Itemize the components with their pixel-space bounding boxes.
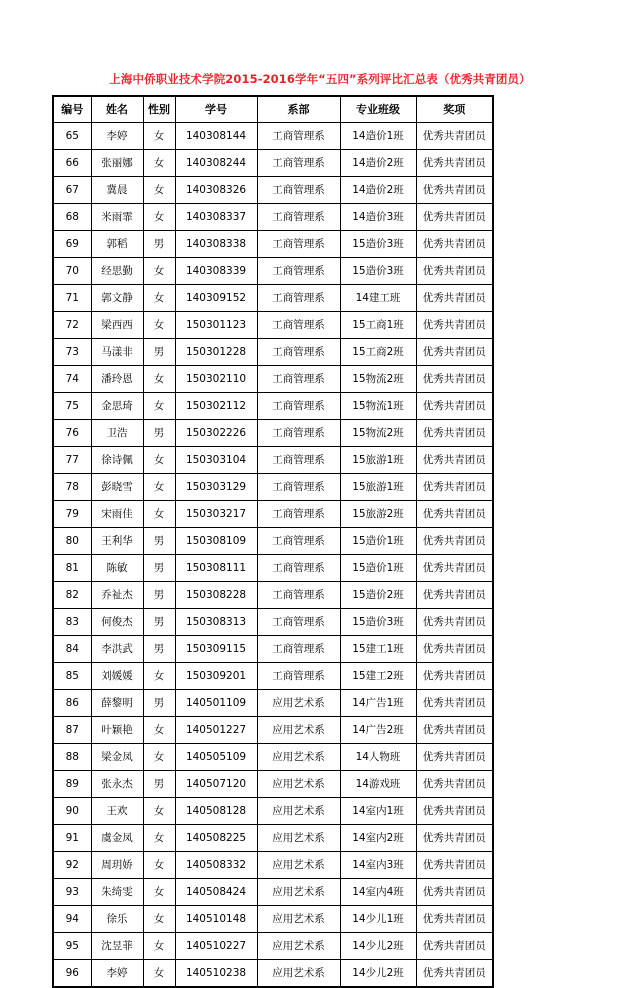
cell-id: 90 xyxy=(53,798,91,825)
cell-dept: 应用艺术系 xyxy=(257,960,340,988)
cell-class: 14室内2班 xyxy=(340,825,416,852)
cell-id: 65 xyxy=(53,123,91,150)
cell-id: 78 xyxy=(53,474,91,501)
cell-id: 86 xyxy=(53,690,91,717)
cell-sid: 140508332 xyxy=(175,852,257,879)
cell-award: 优秀共青团员 xyxy=(416,744,493,771)
column-header-award: 奖项 xyxy=(416,96,493,123)
cell-sid: 140510238 xyxy=(175,960,257,988)
cell-dept: 工商管理系 xyxy=(257,636,340,663)
cell-class: 14少儿1班 xyxy=(340,906,416,933)
cell-name: 沈昱菲 xyxy=(91,933,143,960)
cell-sex: 女 xyxy=(143,204,175,231)
cell-id: 73 xyxy=(53,339,91,366)
column-header-class: 专业班级 xyxy=(340,96,416,123)
cell-name: 乔祉杰 xyxy=(91,582,143,609)
cell-award: 优秀共青团员 xyxy=(416,366,493,393)
cell-name: 潘玲恩 xyxy=(91,366,143,393)
cell-award: 优秀共青团员 xyxy=(416,879,493,906)
cell-name: 周玥娇 xyxy=(91,852,143,879)
table-row xyxy=(53,150,493,177)
cell-name: 米雨霏 xyxy=(91,204,143,231)
cell-id: 87 xyxy=(53,717,91,744)
cell-class: 14造价3班 xyxy=(340,204,416,231)
table-row xyxy=(53,960,493,988)
cell-award: 优秀共青团员 xyxy=(416,798,493,825)
cell-id: 93 xyxy=(53,879,91,906)
cell-id: 67 xyxy=(53,177,91,204)
table-row xyxy=(53,258,493,285)
cell-class: 15造价1班 xyxy=(340,555,416,582)
cell-dept: 工商管理系 xyxy=(257,609,340,636)
cell-award: 优秀共青团员 xyxy=(416,609,493,636)
cell-award: 优秀共青团员 xyxy=(416,501,493,528)
cell-name: 金思琦 xyxy=(91,393,143,420)
cell-name: 徐诗佩 xyxy=(91,447,143,474)
cell-id: 77 xyxy=(53,447,91,474)
cell-id: 94 xyxy=(53,906,91,933)
cell-sid: 150302110 xyxy=(175,366,257,393)
cell-id: 80 xyxy=(53,528,91,555)
table-row xyxy=(53,906,493,933)
cell-sid: 150308109 xyxy=(175,528,257,555)
cell-class: 14造价2班 xyxy=(340,177,416,204)
cell-name: 张丽娜 xyxy=(91,150,143,177)
table-row xyxy=(53,204,493,231)
cell-sid: 140510227 xyxy=(175,933,257,960)
cell-id: 83 xyxy=(53,609,91,636)
cell-sex: 男 xyxy=(143,609,175,636)
cell-name: 叶颖艳 xyxy=(91,717,143,744)
cell-award: 优秀共青团员 xyxy=(416,663,493,690)
cell-name: 朱绮雯 xyxy=(91,879,143,906)
cell-award: 优秀共青团员 xyxy=(416,393,493,420)
cell-class: 15造价2班 xyxy=(340,582,416,609)
cell-id: 76 xyxy=(53,420,91,447)
table-row xyxy=(53,636,493,663)
cell-id: 66 xyxy=(53,150,91,177)
cell-sid: 140308338 xyxy=(175,231,257,258)
cell-dept: 应用艺术系 xyxy=(257,852,340,879)
cell-award: 优秀共青团员 xyxy=(416,285,493,312)
cell-sid: 140508225 xyxy=(175,825,257,852)
cell-dept: 工商管理系 xyxy=(257,123,340,150)
cell-id: 92 xyxy=(53,852,91,879)
cell-class: 15旅游2班 xyxy=(340,501,416,528)
cell-name: 宋雨佳 xyxy=(91,501,143,528)
cell-sex: 女 xyxy=(143,393,175,420)
cell-sex: 女 xyxy=(143,474,175,501)
cell-dept: 应用艺术系 xyxy=(257,717,340,744)
cell-dept: 工商管理系 xyxy=(257,420,340,447)
cell-sex: 女 xyxy=(143,258,175,285)
cell-sex: 女 xyxy=(143,879,175,906)
cell-dept: 工商管理系 xyxy=(257,339,340,366)
cell-name: 彭晓雪 xyxy=(91,474,143,501)
cell-award: 优秀共青团员 xyxy=(416,123,493,150)
cell-name: 王利华 xyxy=(91,528,143,555)
cell-dept: 工商管理系 xyxy=(257,312,340,339)
cell-dept: 工商管理系 xyxy=(257,258,340,285)
cell-dept: 应用艺术系 xyxy=(257,906,340,933)
cell-sid: 150308313 xyxy=(175,609,257,636)
cell-award: 优秀共青团员 xyxy=(416,150,493,177)
cell-class: 14造价2班 xyxy=(340,150,416,177)
cell-sid: 140501227 xyxy=(175,717,257,744)
cell-award: 优秀共青团员 xyxy=(416,825,493,852)
column-header-sid: 学号 xyxy=(175,96,257,123)
cell-award: 优秀共青团员 xyxy=(416,555,493,582)
cell-sex: 男 xyxy=(143,420,175,447)
cell-sex: 女 xyxy=(143,285,175,312)
roster-table-container xyxy=(52,95,492,988)
column-header-dept: 系部 xyxy=(257,96,340,123)
cell-sex: 男 xyxy=(143,555,175,582)
table-row xyxy=(53,123,493,150)
cell-class: 14建工班 xyxy=(340,285,416,312)
table-row xyxy=(53,366,493,393)
cell-name: 王欢 xyxy=(91,798,143,825)
cell-dept: 应用艺术系 xyxy=(257,798,340,825)
cell-dept: 应用艺术系 xyxy=(257,690,340,717)
table-row xyxy=(53,177,493,204)
cell-id: 91 xyxy=(53,825,91,852)
cell-sex: 女 xyxy=(143,447,175,474)
table-row xyxy=(53,798,493,825)
cell-id: 69 xyxy=(53,231,91,258)
cell-award: 优秀共青团员 xyxy=(416,231,493,258)
cell-sex: 女 xyxy=(143,933,175,960)
cell-class: 15物流2班 xyxy=(340,366,416,393)
table-row xyxy=(53,285,493,312)
cell-name: 郭稻 xyxy=(91,231,143,258)
cell-award: 优秀共青团员 xyxy=(416,420,493,447)
cell-award: 优秀共青团员 xyxy=(416,582,493,609)
cell-sid: 150302226 xyxy=(175,420,257,447)
cell-id: 89 xyxy=(53,771,91,798)
table-row xyxy=(53,501,493,528)
cell-dept: 工商管理系 xyxy=(257,528,340,555)
cell-sex: 女 xyxy=(143,366,175,393)
cell-class: 14人物班 xyxy=(340,744,416,771)
cell-class: 15物流1班 xyxy=(340,393,416,420)
table-row xyxy=(53,528,493,555)
table-header xyxy=(53,96,493,123)
cell-id: 81 xyxy=(53,555,91,582)
cell-id: 95 xyxy=(53,933,91,960)
table-row xyxy=(53,474,493,501)
cell-name: 马漾非 xyxy=(91,339,143,366)
cell-sex: 女 xyxy=(143,906,175,933)
cell-award: 优秀共青团员 xyxy=(416,447,493,474)
cell-sid: 140308326 xyxy=(175,177,257,204)
cell-dept: 应用艺术系 xyxy=(257,933,340,960)
cell-sex: 女 xyxy=(143,177,175,204)
cell-dept: 工商管理系 xyxy=(257,204,340,231)
cell-class: 14少儿2班 xyxy=(340,960,416,988)
cell-id: 75 xyxy=(53,393,91,420)
cell-class: 15造价1班 xyxy=(340,528,416,555)
cell-sex: 男 xyxy=(143,771,175,798)
cell-sex: 男 xyxy=(143,582,175,609)
table-row xyxy=(53,339,493,366)
cell-class: 14室内1班 xyxy=(340,798,416,825)
cell-class: 15旅游1班 xyxy=(340,474,416,501)
cell-name: 李婷 xyxy=(91,123,143,150)
table-row xyxy=(53,690,493,717)
cell-class: 14广告2班 xyxy=(340,717,416,744)
cell-award: 优秀共青团员 xyxy=(416,960,493,988)
cell-dept: 工商管理系 xyxy=(257,231,340,258)
table-body xyxy=(53,123,493,988)
cell-dept: 工商管理系 xyxy=(257,447,340,474)
cell-dept: 工商管理系 xyxy=(257,393,340,420)
cell-award: 优秀共青团员 xyxy=(416,717,493,744)
table-row xyxy=(53,312,493,339)
cell-class: 14室内3班 xyxy=(340,852,416,879)
cell-sex: 男 xyxy=(143,528,175,555)
cell-sid: 150303217 xyxy=(175,501,257,528)
cell-id: 70 xyxy=(53,258,91,285)
cell-id: 88 xyxy=(53,744,91,771)
cell-class: 15造价3班 xyxy=(340,609,416,636)
cell-dept: 工商管理系 xyxy=(257,285,340,312)
cell-sex: 男 xyxy=(143,231,175,258)
cell-class: 15工商1班 xyxy=(340,312,416,339)
cell-id: 96 xyxy=(53,960,91,988)
cell-dept: 工商管理系 xyxy=(257,663,340,690)
cell-name: 卫浩 xyxy=(91,420,143,447)
cell-id: 82 xyxy=(53,582,91,609)
cell-class: 15建工1班 xyxy=(340,636,416,663)
table-row xyxy=(53,447,493,474)
cell-name: 薛黎明 xyxy=(91,690,143,717)
cell-sid: 140308144 xyxy=(175,123,257,150)
cell-class: 14游戏班 xyxy=(340,771,416,798)
cell-sex: 男 xyxy=(143,636,175,663)
table-row xyxy=(53,555,493,582)
cell-sid: 150309201 xyxy=(175,663,257,690)
cell-sid: 150303129 xyxy=(175,474,257,501)
column-header-name: 姓名 xyxy=(91,96,143,123)
cell-sex: 女 xyxy=(143,960,175,988)
cell-class: 15物流2班 xyxy=(340,420,416,447)
table-row xyxy=(53,420,493,447)
cell-award: 优秀共青团员 xyxy=(416,339,493,366)
cell-sid: 150301123 xyxy=(175,312,257,339)
cell-name: 李洪武 xyxy=(91,636,143,663)
roster-table xyxy=(52,95,494,988)
cell-dept: 应用艺术系 xyxy=(257,744,340,771)
cell-sex: 女 xyxy=(143,852,175,879)
cell-sid: 150301228 xyxy=(175,339,257,366)
cell-sid: 140508128 xyxy=(175,798,257,825)
cell-dept: 工商管理系 xyxy=(257,150,340,177)
cell-sid: 140507120 xyxy=(175,771,257,798)
cell-sex: 女 xyxy=(143,123,175,150)
table-row xyxy=(53,609,493,636)
cell-award: 优秀共青团员 xyxy=(416,177,493,204)
cell-sex: 女 xyxy=(143,663,175,690)
cell-award: 优秀共青团员 xyxy=(416,312,493,339)
cell-class: 15建工2班 xyxy=(340,663,416,690)
table-row xyxy=(53,231,493,258)
cell-name: 李婷 xyxy=(91,960,143,988)
cell-dept: 应用艺术系 xyxy=(257,879,340,906)
table-row xyxy=(53,852,493,879)
cell-id: 74 xyxy=(53,366,91,393)
cell-dept: 应用艺术系 xyxy=(257,771,340,798)
cell-sex: 男 xyxy=(143,690,175,717)
cell-dept: 工商管理系 xyxy=(257,501,340,528)
cell-sex: 女 xyxy=(143,312,175,339)
cell-id: 79 xyxy=(53,501,91,528)
cell-award: 优秀共青团员 xyxy=(416,636,493,663)
cell-sid: 150309115 xyxy=(175,636,257,663)
table-row xyxy=(53,393,493,420)
cell-sid: 140510148 xyxy=(175,906,257,933)
cell-name: 郭文静 xyxy=(91,285,143,312)
cell-sid: 140508424 xyxy=(175,879,257,906)
table-row xyxy=(53,663,493,690)
cell-sex: 女 xyxy=(143,825,175,852)
cell-award: 优秀共青团员 xyxy=(416,933,493,960)
cell-id: 85 xyxy=(53,663,91,690)
cell-id: 72 xyxy=(53,312,91,339)
column-header-sex: 性别 xyxy=(143,96,175,123)
cell-name: 徐乐 xyxy=(91,906,143,933)
cell-dept: 工商管理系 xyxy=(257,582,340,609)
cell-name: 经思勤 xyxy=(91,258,143,285)
cell-sid: 150303104 xyxy=(175,447,257,474)
cell-class: 15造价3班 xyxy=(340,231,416,258)
cell-id: 84 xyxy=(53,636,91,663)
cell-sid: 140308244 xyxy=(175,150,257,177)
cell-sex: 女 xyxy=(143,798,175,825)
cell-class: 15工商2班 xyxy=(340,339,416,366)
column-header-id: 编号 xyxy=(53,96,91,123)
table-row xyxy=(53,771,493,798)
cell-sid: 140501109 xyxy=(175,690,257,717)
cell-name: 何俊杰 xyxy=(91,609,143,636)
cell-award: 优秀共青团员 xyxy=(416,906,493,933)
table-row xyxy=(53,825,493,852)
cell-class: 14室内4班 xyxy=(340,879,416,906)
cell-award: 优秀共青团员 xyxy=(416,771,493,798)
cell-class: 15旅游1班 xyxy=(340,447,416,474)
cell-sid: 140308339 xyxy=(175,258,257,285)
cell-dept: 工商管理系 xyxy=(257,474,340,501)
cell-award: 优秀共青团员 xyxy=(416,528,493,555)
cell-dept: 应用艺术系 xyxy=(257,825,340,852)
cell-sex: 女 xyxy=(143,744,175,771)
table-row xyxy=(53,582,493,609)
cell-name: 梁金凤 xyxy=(91,744,143,771)
cell-dept: 工商管理系 xyxy=(257,555,340,582)
cell-dept: 工商管理系 xyxy=(257,177,340,204)
cell-class: 15造价3班 xyxy=(340,258,416,285)
cell-sex: 女 xyxy=(143,501,175,528)
cell-dept: 工商管理系 xyxy=(257,366,340,393)
cell-name: 冀晨 xyxy=(91,177,143,204)
cell-id: 71 xyxy=(53,285,91,312)
cell-name: 梁西西 xyxy=(91,312,143,339)
cell-sex: 男 xyxy=(143,339,175,366)
cell-sid: 140308337 xyxy=(175,204,257,231)
table-row xyxy=(53,744,493,771)
cell-name: 虞金凤 xyxy=(91,825,143,852)
cell-class: 14造价1班 xyxy=(340,123,416,150)
cell-award: 优秀共青团员 xyxy=(416,852,493,879)
cell-sid: 140505109 xyxy=(175,744,257,771)
cell-award: 优秀共青团员 xyxy=(416,690,493,717)
cell-award: 优秀共青团员 xyxy=(416,204,493,231)
table-header-row xyxy=(53,96,493,123)
table-row xyxy=(53,879,493,906)
cell-class: 14少儿2班 xyxy=(340,933,416,960)
cell-sid: 140309152 xyxy=(175,285,257,312)
cell-id: 68 xyxy=(53,204,91,231)
cell-name: 张永杰 xyxy=(91,771,143,798)
page-title: 上海中侨职业技术学院2015-2016学年“五四”系列评比汇总表（优秀共青团员） xyxy=(109,72,531,86)
table-row xyxy=(53,933,493,960)
cell-award: 优秀共青团员 xyxy=(416,474,493,501)
cell-sid: 150308111 xyxy=(175,555,257,582)
cell-sex: 女 xyxy=(143,717,175,744)
table-row xyxy=(53,717,493,744)
cell-sid: 150308228 xyxy=(175,582,257,609)
cell-sex: 女 xyxy=(143,150,175,177)
cell-name: 刘媛媛 xyxy=(91,663,143,690)
cell-award: 优秀共青团员 xyxy=(416,258,493,285)
cell-sid: 150302112 xyxy=(175,393,257,420)
cell-class: 14广告1班 xyxy=(340,690,416,717)
cell-name: 陈敏 xyxy=(91,555,143,582)
